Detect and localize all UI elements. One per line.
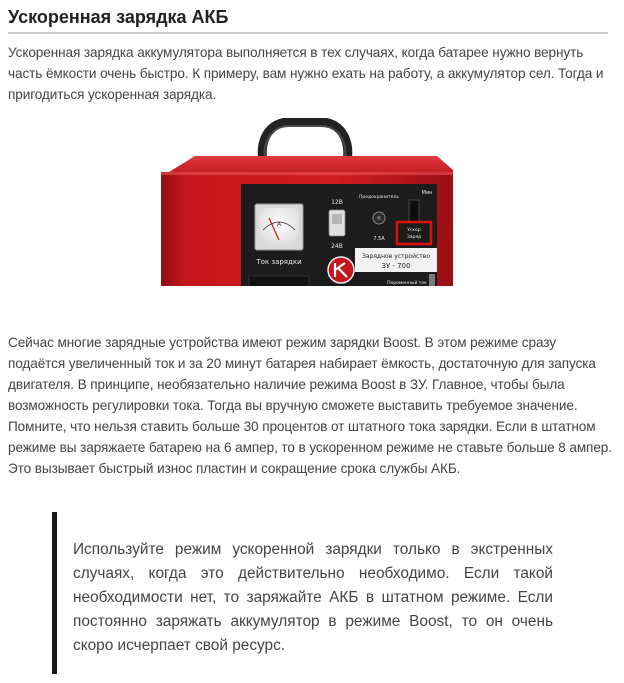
tip-blockquote <box>52 512 577 674</box>
boost-line-2: Заряд <box>406 235 422 240</box>
badge-line-2: ЗУ - 700 <box>381 262 411 270</box>
svg-text:A: A <box>276 221 282 228</box>
meter-label: Ток зарядки <box>256 258 302 266</box>
switch-bottom-label: 24В <box>331 243 343 250</box>
intro-paragraph: Ускоренная зарядка аккумулятора выполняется в тех случаях, когда батарее нужно вернуть часть ёмкости очень быстро. К примеру, вам нужно ехать на работу, а аккумулятор сел. Тогда и пригодиться ускоренная зарядка. <box>8 45 604 102</box>
control-panel <box>241 184 437 286</box>
bottom-label: Переменный ток <box>387 281 427 286</box>
charger-photo <box>159 118 455 286</box>
boost-mode-paragraph: Сейчас многие зарядные устройства имеют режим зарядки Boost. В этом режиме сразу подаётся увеличенный ток и за 20 минут батарея набирает ёмкость, достаточную для запуска двигателя. В принципе, необязательно наличие режима Boost в ЗУ. Главное, чтобы была возможность регулировки тока. Тогда вы вручную сможете выставить требуемое значение. Помните, что нельзя ставить больше 30 процентов от штатного тока зарядки. Если в штатном режиме вы заряжаете батарею на 6 ампер, то в ускоренном режиме не ставьте больше 8 ампер. Это вызывает быстрый износ пластин и сокращение срока службы АКБ. <box>8 335 612 476</box>
quote-text: Используйте режим ускоренной зарядки только в экстренных случаях, когда это действительно необходимо. Если такой необходимости нет, то заряжайте АКБ в штатном режиме. Если постоянно заряжать аккумулятор в режиме Boost, то он очень скоро исчерпает свой ресурс. <box>73 541 553 654</box>
fuse-label: Предохранитель <box>359 195 399 200</box>
model-badge <box>355 248 437 272</box>
badge-line-1: Зарядное устройство <box>361 253 431 260</box>
fuse-value: 7.5A <box>373 236 385 242</box>
boost-line-1: Ускор <box>407 228 421 233</box>
mode-label: Мин <box>421 190 433 196</box>
switch-top-label: 12В <box>331 199 343 206</box>
brand-logo <box>328 257 354 283</box>
article-heading: Ускоренная зарядка АКБ <box>8 4 608 34</box>
